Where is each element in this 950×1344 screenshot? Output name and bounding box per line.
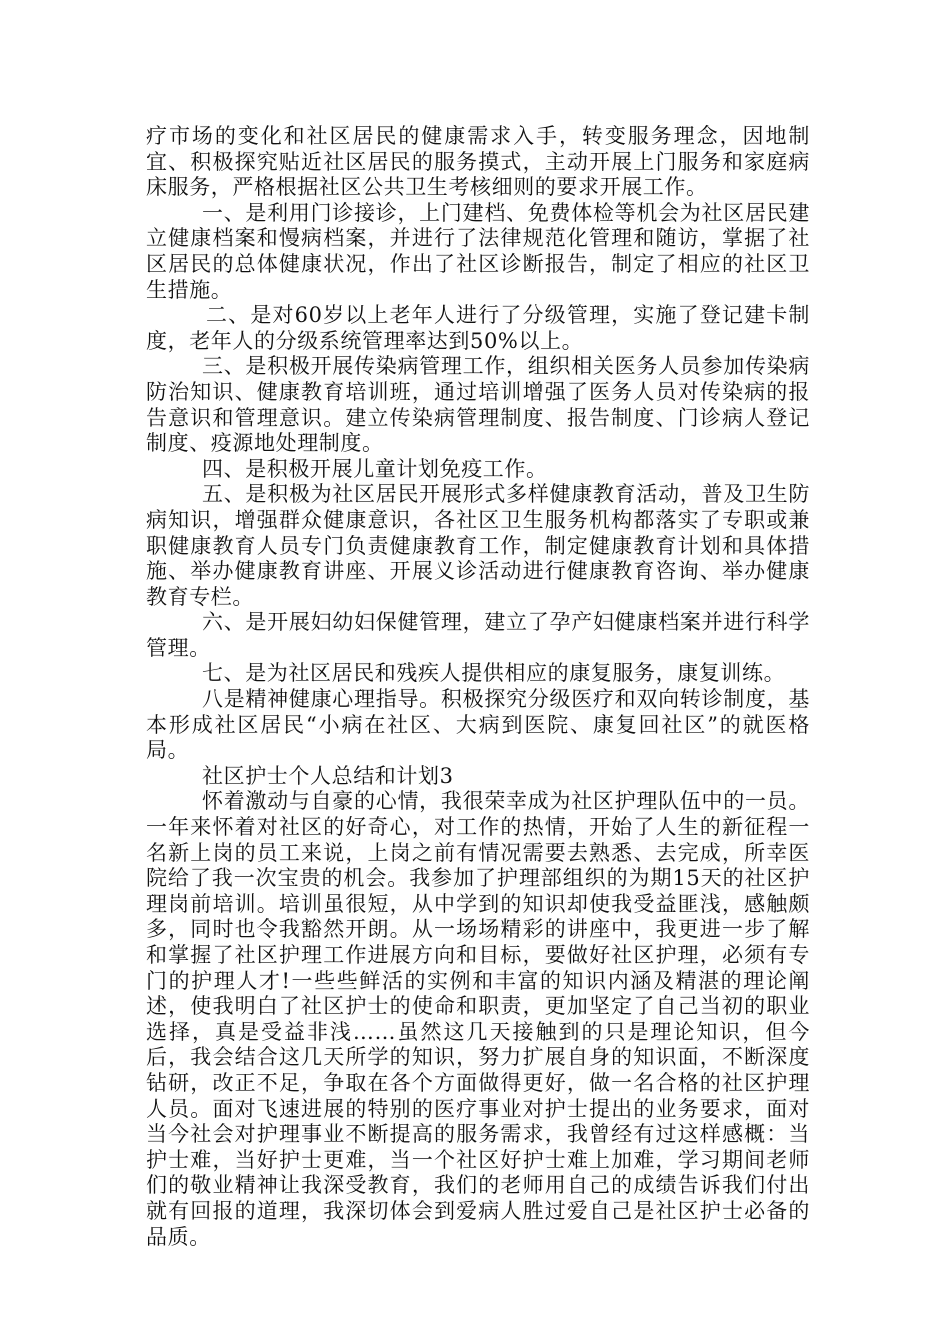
paragraph-item-2: 二、是对60岁以上老年人进行了分级管理，实施了登记建卡制度，老年人的分级系统管理率达到50%以上。 xyxy=(146,303,810,353)
paragraph-item-6: 六、是开展妇幼妇保健管理，建立了孕产妇健康档案并进行科学管理。 xyxy=(146,610,810,660)
paragraph-intro-continuation: 疗市场的变化和社区居民的健康需求入手，转变服务理念，因地制宜、积极探究贴近社区居民的服务摸式，主动开展上门服务和家庭病床服务，严格根据社区公共卫生考核细则的要求开展工作。 xyxy=(146,124,810,200)
document-body xyxy=(146,124,810,1250)
paragraph-summary-3: 怀着激动与自豪的心情，我很荣幸成为社区护理队伍中的一员。一年来怀着对社区的好奇心，对工作的热情，开始了人生的新征程一名新上岗的员工来说，上岗之前有情况需要去熟悉、去完成，所幸医院给了我一次宝贵的机会。我参加了护理部组织的为期15天的社区护理岗前培训。培训虽很短，从中学到的知识却使我受益匪浅，感触颇多，同时也令我豁然开朗。从一场场精彩的讲座中，我更进一步了解和掌握了社区护理工作进展方向和目标，要做好社区护理，必须有专门的护理人才!一些些鲜活的实例和丰富的知识内涵及精湛的理论阐述，使我明白了社区护士的使命和职责，更加坚定了自己当初的职业选择，真是受益非浅……虽然这几天接触到的只是理论知识，但今后，我会结合这几天所学的知识，努力扩展自身的知识面，不断深度钻研，改正不足，争取在各个方面做得更好，做一名合格的社区护理人员。面对飞速进展的特别的医疗事业对护士提出的业务要求，面对当今社会对护理事业不断提高的服务需求，我曾经有过这样感概：当护士难，当好护士更难，当一个社区好护士难上加难，学习期间老师们的敬业精神让我深受教育，我们的老师用自己的成绩告诉我们付出就有回报的道理，我深切体会到爱病人胜过爱自己是社区护士必备的品质。 xyxy=(146,789,810,1249)
section-heading: 社区护士个人总结和计划3 xyxy=(202,763,454,788)
paragraph-item-3: 三、是积极开展传染病管理工作，组织相关医务人员参加传染病防治知识、健康教育培训班，通过培训增强了医务人员对传染病的报告意识和管理意识。建立传染病管理制度、报告制度、门诊病人登记制度、疫源地处理制度。 xyxy=(146,354,810,456)
paragraph-item-5: 五、是积极为社区居民开展形式多样健康教育活动，普及卫生防病知识，增强群众健康意识，各社区卫生服务机构都落实了专职或兼职健康教育人员专门负责健康教育工作，制定健康教育计划和具体措施、举办健康教育讲座、开展义诊活动进行健康教育咨询、举办健康教育专栏。 xyxy=(146,482,810,609)
paragraph-item-1: 一、是利用门诊接诊，上门建档、免费体检等机会为社区居民建立健康档案和慢病档案，并进行了法律规范化管理和随访，掌据了社区居民的总体健康状况，作出了社区诊断报告，制定了相应的社区卫生措施。 xyxy=(146,200,810,302)
paragraph-item-7: 七、是为社区居民和残疾人提供相应的康复服务，康复训练。 xyxy=(202,661,786,686)
paragraph-item-4: 四、是积极开展儿童计划免疫工作。 xyxy=(202,456,548,481)
paragraph-item-8: 八是精神健康心理指导。积极探究分级医疗和双向转诊制度，基本形成社区居民“小病在社区、大病到医院、康复回社区”的就医格局。 xyxy=(146,687,810,763)
